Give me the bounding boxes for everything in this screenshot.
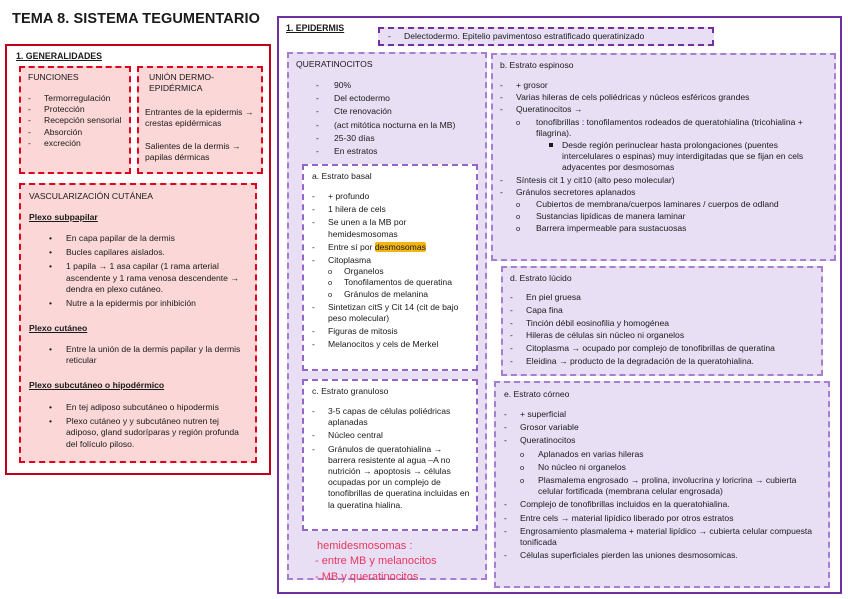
list-item: - Complejo de tonofibrillas incluidos en la queratohialina. [504,499,822,510]
list-item: - Hileras de células sin núcleo ni organelos [510,330,816,341]
corneo-heading: e. Estrato córneo [504,389,570,399]
list-item: - Gránulos de queratohialina → barrera resistente al agua –A no nutrición → apoptosis → células ocupadas por un complejo de tonofibrillas de queratina incluidas en la queratina hialina. [312,444,470,511]
list-item: - En piel gruesa [510,292,816,303]
espinoso-list [500,80,828,235]
list-item: • En capa papilar de la dermis [48,233,248,244]
list-item: - Melanocitos y cels de Merkel [312,339,472,350]
list-item: o Tonofilamentos de queratina [328,277,472,288]
list-item: • En tej adiposo subcutáneo o hipodermis [48,402,248,413]
list-item: - Figuras de mitosis [312,326,472,337]
lucido-heading: d. Estrato lúcido [510,273,572,283]
union-text-1: Entrantes de la epidermis → crestas epidérmicas [145,107,254,129]
list-item: - Recepción sensorial [28,115,126,126]
lucido-list [510,292,816,367]
plexo-subcutaneo-heading: Plexo subcutáneo o hipodérmico [29,380,165,390]
queratinocitos-list [316,80,481,157]
list-item: - 90% [316,80,481,91]
desde-sublist [516,140,828,174]
list-item: - excreción [28,138,126,149]
list-item: - 3-5 capas de células poliédricas aplanadas [312,406,470,428]
list-item: - Cte renovación [316,106,481,117]
list-item: - Células superficiales pierden las uniones desmosomicas. [504,550,822,561]
list-item: - 25-30 días [316,133,481,144]
list-item: • Nutre a la epidermis por inhibición [48,298,248,309]
list-item: • Bucles capilares aislados. [48,247,248,258]
list-item: - Queratinocitos → [500,104,828,115]
list-item [312,242,472,253]
queratinocitos-heading: QUERATINOCITOS [296,59,373,69]
granuloso-heading: c. Estrato granuloso [312,386,389,396]
vascular-heading: VASCULARIZACIÓN CUTÁNEA [29,191,153,201]
generalidades-heading: 1. GENERALIDADES [16,51,103,61]
funciones-heading: FUNCIONES [28,72,79,82]
subtitle-text: Delectodermo. Epitelio pavimentoso estratificado queratinizado [404,31,645,41]
list-item: Desde región perinuclear hasta prolongaciones (puentes intercelulares o espinas) muy interdigitadas que se fijan en cels adyacentes por desmosomas [548,140,828,174]
granulos-sublist [500,199,828,235]
list-item: o Aplanados en varias hileras [520,449,822,460]
list-item: o Plasmalema engrosado → prolina, involucrina y loricrina → cubierta celular fortificada (membrana celular engrosada) [520,475,822,497]
list-item: - Núcleo central [312,430,470,441]
list-item: - + superficial [504,409,822,420]
union-heading: UNIÓN DERMO-EPIDÉRMICA [149,72,214,93]
list-item: o Sustancias lipídicas de manera laminar [516,211,828,222]
funciones-list [28,93,126,149]
citoplasma-sublist [312,266,472,300]
plexo-subpapilar-list [48,233,248,309]
list-item: - Entre cels → material lipídico liberado por otros estratos [504,513,822,524]
espinoso-heading: b. Estrato espinoso [500,60,574,70]
list-item: • 1 papila → 1 asa capilar (1 rama arterial ascendente y 1 rama venosa descendente → dendra en plexo cutáneo. [48,261,248,295]
list-item: - Protección [28,104,126,115]
note-line-1: hemidesmosomas : [317,540,413,552]
list-item: - Se unen a la MB por hemidesmosomas [312,217,472,239]
tonofibrillas-sublist [500,117,828,174]
list-item: - + grosor [500,80,828,91]
plexo-cutaneo-heading: Plexo cutáneo [29,323,88,333]
list-item: - 1 hilera de cels [312,204,472,215]
list-item: - Del ectodermo [316,93,481,104]
list-item: - Absorción [28,127,126,138]
queratinocitos-sublist [504,449,822,498]
list-item: - Citoplasma → ocupado por complejo de tonofibrillas de queratina [510,343,816,354]
granuloso-list [312,406,470,511]
list-item: o Barrera impermeable para sustacuosas [516,223,828,234]
list-item: - Capa fina [510,305,816,316]
note-line-2: - entre MB y melanocitos [315,555,437,567]
list-item: - Grosor variable [504,422,822,433]
list-item: - Sintetizan citS y Cit 14 (cit de bajo peso molecular) [312,302,472,324]
list-item: • Plexo cutáneo y y subcutáneo nutren tej adiposo, gland sudoríparas y región profunda del folículo piloso. [48,416,248,450]
list-item: - Gránulos secretores aplanados [500,187,828,198]
epidermis-subtitle: - Delectodermo. Epitelio pavimentoso estratificado queratinizado [388,31,645,41]
basal-heading: a. Estrato basal [312,171,372,181]
plexo-subcutaneo-list [48,402,248,450]
list-item: - En estratos [316,146,481,157]
list-item: - + profundo [312,191,472,202]
list-item: - Eleidina → producto de la degradación de la queratohialina. [510,356,816,367]
list-item: - Citoplasma [312,255,472,266]
epidermis-heading: 1. EPIDERMIS [286,23,345,33]
list-item: - Engrosamiento plasmalema + material lipídico → cubierta celular compuesta tonificada [504,526,822,548]
corneo-list [504,409,822,561]
note-line-3: - MB y queratinocitos [315,571,419,583]
union-text-2: Salientes de la dermis → papilas dérmicas [145,141,241,163]
list-item: - Síntesis cit 1 y cit10 (alto peso molecular) [500,175,828,186]
basal-list [312,191,472,351]
list-item: o No núcleo ni organelos [520,462,822,473]
list-item: - Varias hileras de cels poliédricas y núcleos esféricos grandes [500,92,828,103]
list-item: - Tinción débil eosinofilia y homogénea [510,318,816,329]
list-item: o Gránulos de melanina [328,289,472,300]
list-item: o Cubiertos de membrana/cuerpos laminares / cuerpos de odland [516,199,828,210]
union-prefix: Entre sí por [328,241,375,252]
page-title: TEMA 8. SISTEMA TEGUMENTARIO [12,11,260,27]
list-item: • Entre la unión de la dermis papilar y la dermis reticular [48,344,244,366]
list-item: - Queratinocitos [504,435,822,446]
list-item: - (act mitótica nocturna en la MB) [316,120,481,131]
list-item: o Organelos [328,266,472,277]
list-item: o tonofibrillas : tonofilamentos rodeados de queratohialina (tricohialina + filagrina). [516,117,828,139]
plexo-subpapilar-heading: Plexo subpapilar [29,212,98,222]
list-item: - Termorregulación [28,93,126,104]
desmosomas-highlight: desmosomas [374,241,426,252]
plexo-cutaneo-list [48,344,244,366]
